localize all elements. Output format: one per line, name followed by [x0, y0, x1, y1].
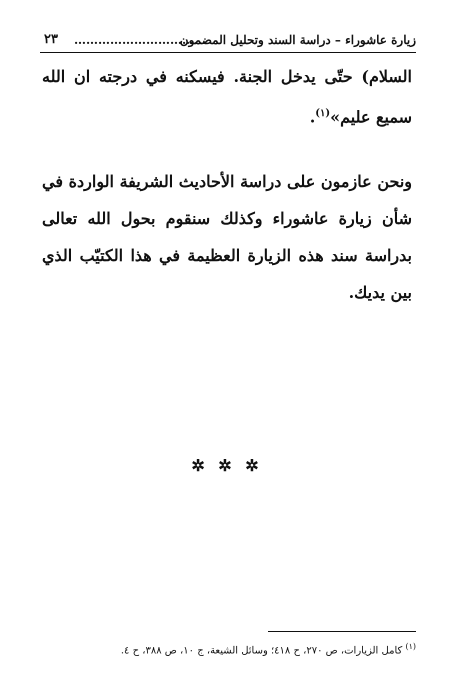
- paragraph-2: [42, 163, 412, 311]
- footnote-reference: (١): [315, 108, 331, 119]
- paragraph-1: [42, 58, 412, 135]
- paragraph-1-text: السلام) حتّى يدخل الجنة. فيسكنه في درجته ان الله سميع عليم»: [42, 67, 412, 127]
- footnote-text: كامل الزيارات، ص ٢٧٠، ح ٤١٨؛ وسائل الشيعة، ج ١٠، ص ٣٨٨، ح ٤.: [120, 645, 403, 657]
- page-number: ٢٣: [44, 32, 58, 47]
- footnote-number: (١): [405, 642, 416, 651]
- running-header: [44, 29, 416, 51]
- body-text: [42, 58, 412, 311]
- footnote: [36, 639, 416, 659]
- paragraph-2-text: ونحن عازمون على دراسة الأحاديث الشريفة الواردة في شأن زيارة عاشوراء وكذلك سنقوم بحول الله تعالى بدراسة سند هذه الزيارة العظيمة في هذا الكتيّب الذي بين يديك.: [42, 172, 412, 303]
- paragraph-1-tail: .: [309, 107, 316, 127]
- section-separator: ✲ ✲ ✲: [191, 456, 263, 475]
- footnote-rule: [268, 631, 416, 632]
- header-leader-dots: ……………………………: [74, 33, 206, 47]
- header-rule: [40, 52, 416, 53]
- header-title: زيارة عاشوراء – دراسة السند وتحليل المضمون: [179, 33, 416, 47]
